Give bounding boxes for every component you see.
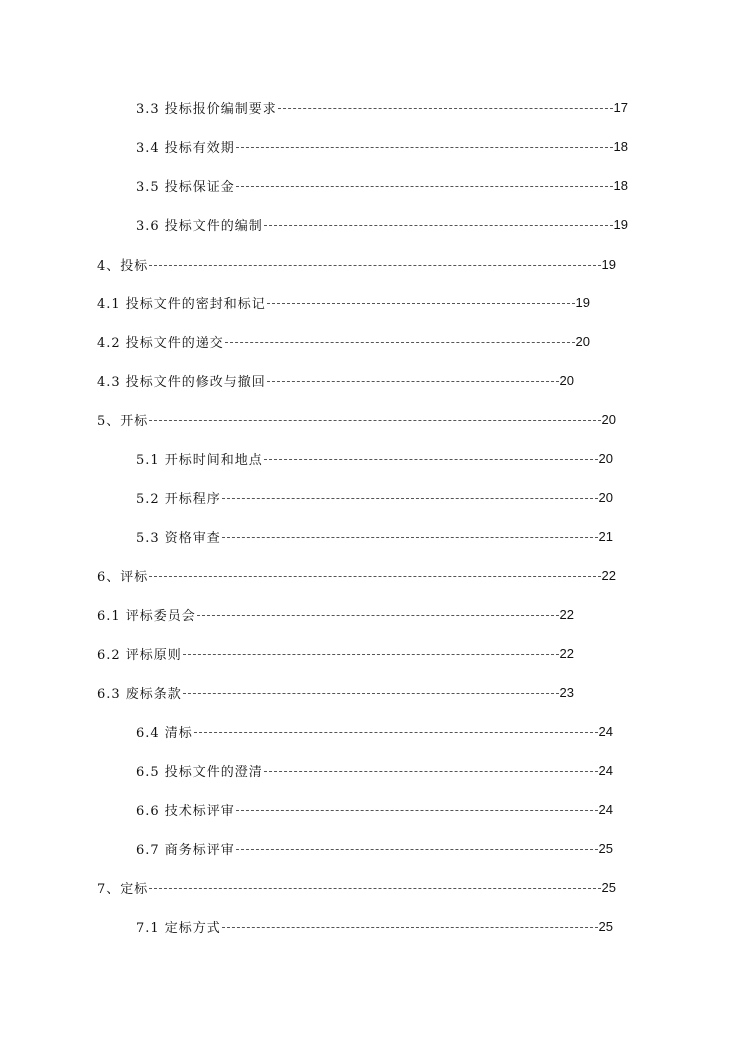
toc-entry-label: 4.1 投标文件的密封和标记	[97, 296, 266, 312]
toc-entry[interactable]	[136, 137, 628, 155]
toc-entry-page-number: 19	[601, 256, 616, 272]
toc-entry-label: 6、评标	[97, 569, 149, 585]
toc-entry[interactable]	[97, 293, 590, 311]
toc-entry-label: 3.6 投标文件的编制	[136, 218, 263, 234]
toc-entry-page-number: 18	[613, 138, 628, 154]
toc-entry-page-number: 20	[598, 450, 613, 466]
toc-entry-page-number: 22	[559, 606, 574, 622]
toc-entry-label: 6.3 废标条款	[97, 686, 182, 702]
toc-leader-dots	[278, 108, 613, 109]
toc-entry-label: 3.4 投标有效期	[136, 140, 235, 156]
toc-entry-page-number: 20	[598, 489, 613, 505]
toc-entry-label: 5.2 开标程序	[136, 491, 221, 507]
toc-entry[interactable]	[136, 917, 613, 935]
toc-entry-page-number: 18	[613, 177, 628, 193]
toc-leader-dots	[267, 381, 559, 382]
toc-leader-dots	[222, 537, 598, 538]
toc-leader-dots	[236, 849, 598, 850]
toc-entry-page-number: 17	[613, 99, 628, 115]
toc-entry[interactable]	[136, 176, 628, 194]
toc-entry-page-number: 25	[598, 918, 613, 934]
toc-leader-dots	[222, 927, 598, 928]
toc-entry-label: 3.5 投标保证金	[136, 179, 235, 195]
toc-entry[interactable]	[136, 449, 613, 467]
toc-entry-label: 6.4 清标	[136, 725, 193, 741]
toc-leader-dots	[222, 498, 598, 499]
toc-entry[interactable]	[97, 644, 574, 662]
toc-leader-dots	[264, 459, 598, 460]
toc-entry[interactable]	[97, 410, 616, 428]
toc-entry-page-number: 25	[601, 879, 616, 895]
toc-entry[interactable]	[136, 488, 613, 506]
toc-leader-dots	[149, 420, 600, 421]
toc-leader-dots	[183, 654, 559, 655]
toc-entry-page-number: 25	[598, 840, 613, 856]
toc-entry[interactable]	[136, 761, 613, 779]
toc-leader-dots	[149, 576, 600, 577]
toc-entry[interactable]	[97, 255, 616, 273]
toc-entry-label: 5、开标	[97, 413, 149, 429]
toc-entry-label: 7、定标	[97, 881, 149, 897]
toc-entry-page-number: 19	[575, 294, 590, 310]
toc-entry-page-number: 22	[559, 645, 574, 661]
toc-entry[interactable]	[136, 527, 613, 545]
toc-entry-page-number: 20	[575, 333, 590, 349]
toc-leader-dots	[194, 732, 598, 733]
toc-leader-dots	[149, 888, 600, 889]
toc-entry-page-number: 20	[559, 372, 574, 388]
toc-leader-dots	[149, 265, 600, 266]
toc-entry-label: 4.3 投标文件的修改与撤回	[97, 374, 266, 390]
toc-leader-dots	[183, 693, 559, 694]
toc-leader-dots	[264, 771, 598, 772]
toc-entry-page-number: 24	[598, 801, 613, 817]
toc-leader-dots	[236, 810, 598, 811]
toc-entry-page-number: 24	[598, 723, 613, 739]
toc-entry[interactable]	[97, 332, 590, 350]
toc-entry[interactable]	[136, 800, 613, 818]
toc-leader-dots	[264, 225, 613, 226]
toc-leader-dots	[225, 342, 575, 343]
toc-entry[interactable]	[136, 98, 628, 116]
toc-entry[interactable]	[97, 371, 574, 389]
toc-entry[interactable]	[97, 878, 616, 896]
toc-entry-label: 6.7 商务标评审	[136, 842, 235, 858]
toc-entry-page-number: 22	[601, 567, 616, 583]
toc-entry-label: 6.2 评标原则	[97, 647, 182, 663]
toc-entry-label: 5.3 资格审查	[136, 530, 221, 546]
toc-entry-label: 5.1 开标时间和地点	[136, 452, 263, 468]
toc-entry-page-number: 20	[601, 411, 616, 427]
toc-entry[interactable]	[136, 839, 613, 857]
toc-leader-dots	[236, 186, 613, 187]
toc-entry[interactable]	[136, 215, 628, 233]
toc-entry-label: 6.1 评标委员会	[97, 608, 196, 624]
toc-leader-dots	[197, 615, 559, 616]
toc-entry-page-number: 19	[613, 216, 628, 232]
toc-entry[interactable]	[136, 722, 613, 740]
toc-entry-label: 4.2 投标文件的递交	[97, 335, 224, 351]
toc-entry-label: 6.5 投标文件的澄清	[136, 764, 263, 780]
toc-leader-dots	[267, 303, 575, 304]
toc-entry[interactable]	[97, 605, 574, 623]
toc-entry-page-number: 21	[598, 528, 613, 544]
toc-leader-dots	[236, 147, 613, 148]
toc-entry-page-number: 23	[559, 684, 574, 700]
toc-entry-label: 6.6 技术标评审	[136, 803, 235, 819]
toc-entry-page-number: 24	[598, 762, 613, 778]
toc-entry-label: 3.3 投标报价编制要求	[136, 101, 277, 117]
toc-entry-label: 4、投标	[97, 258, 149, 274]
toc-entry[interactable]	[97, 566, 616, 584]
toc-entry-label: 7.1 定标方式	[136, 920, 221, 936]
toc-entry[interactable]	[97, 683, 574, 701]
